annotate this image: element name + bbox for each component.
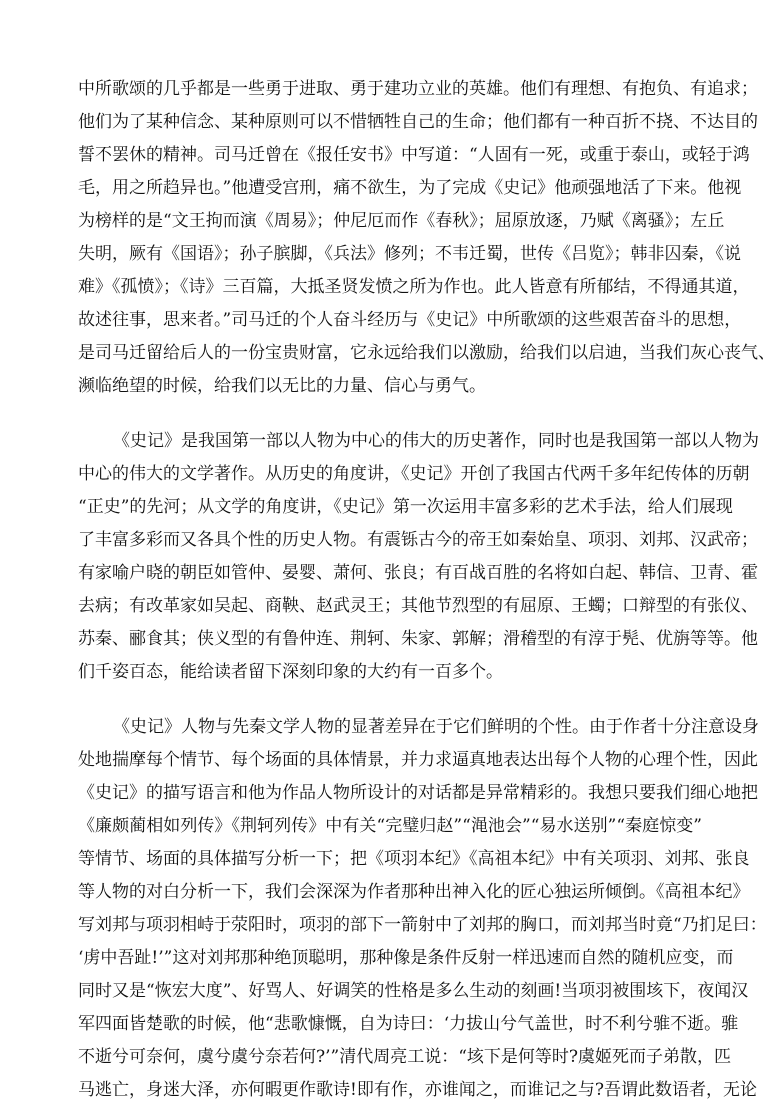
paragraph-1-line-8: 故述往事，思来者。”司马迁的个人奋斗经历与《史记》中所歌颂的这些艰苦奋斗的思想， bbox=[78, 310, 742, 330]
paragraph-2-line-8: 们千姿百态，能给读者留下深刻印象的大约有一百多个。 bbox=[78, 662, 503, 682]
paragraph-2-line-7: 苏秦、郦食其；侠义型的有鲁仲连、荆轲、朱家、郭解；滑稽型的有淳于髡、优旃等等。他 bbox=[78, 629, 758, 649]
paragraph-1-line-1: 中所歌颂的几乎都是一些勇于进取、勇于建功立业的英雄。他们有理想、有抱负、有追求； bbox=[78, 79, 758, 99]
paragraph-1-line-2: 他们为了某种信念、某种原则可以不惜牺牲自己的生命；他们都有一种百折不挠、不达目的 bbox=[78, 112, 758, 132]
paragraph-2-line-6: 去病；有改革家如吴起、商鞅、赵武灵王；其他节烈型的有屈原、王蠋；口辩型的有张仪、 bbox=[78, 596, 758, 616]
paragraph-2-line-1: 《史记》是我国第一部以人物为中心的伟大的历史著作，同时也是我国第一部以人物为 bbox=[113, 431, 759, 451]
paragraph-3-line-9: 同时又是“恢宏大度”、好骂人、好调笑的性格是多么生动的刻画!当项羽被围垓下，夜闻汉 bbox=[78, 981, 749, 1001]
paragraph-3-line-2: 处地揣摩每个情节、每个场面的具体情景，并力求逼真地表达出每个人物的心理个性，因此 bbox=[78, 750, 758, 770]
paragraph-2-line-2: 中心的伟大的文学著作。从历史的角度讲，《史记》开创了我国古代两千多年纪传体的历朝 bbox=[78, 464, 750, 484]
paragraph-2-line-4: 了丰富多彩而又各具个性的历史人物。有震铄古今的帝王如秦始皇、项羽、刘邦、汉武帝； bbox=[78, 530, 758, 550]
paragraph-3-line-5: 等情节、场面的具体描写分析一下；把《项羽本纪》《高祖本纪》中有关项羽、刘邦、张良 bbox=[78, 849, 750, 869]
paragraph-2-line-5: 有家喻户晓的朝臣如管仲、晏婴、萧何、张良；有百战百胜的名将如白起、韩信、卫青、霍 bbox=[78, 563, 758, 583]
paragraph-2-line-3: “正史”的先河；从文学的角度讲，《史记》第一次运用丰富多彩的艺术手法，给人们展现 bbox=[78, 497, 733, 517]
paragraph-3-line-11: 不逝兮可奈何，虞兮虞兮奈若何?’”清代周亮工说：“垓下是何等时?虞姬死而子弟散，匹 bbox=[78, 1047, 732, 1067]
paragraph-1-line-10: 濒临绝望的时候，给我们以无比的力量、信心与勇气。 bbox=[78, 376, 486, 396]
paragraph-1-line-4: 毛，用之所趋异也。”他遭受宫刑，痛不欲生，为了完成《史记》他顽强地活了下来。他视 bbox=[78, 178, 742, 198]
paragraph-1-line-5: 为榜样的是“文王拘而演《周易》；仲尼厄而作《春秋》；屈原放逐，乃赋《离骚》；左丘 bbox=[78, 211, 725, 231]
paragraph-3-line-6: 等人物的对白分析一下，我们会深深为作者那种出神入化的匠心独运所倾倒。《高祖本纪》 bbox=[78, 882, 750, 902]
paragraph-1-line-7: 难》《孤愤》；《诗》三百篇，大抵圣贤发愤之所为作也。此人皆意有所郁结，不得通其道， bbox=[78, 277, 750, 297]
paragraph-3-line-8: ‘虏中吾趾!’”这对刘邦那种绝顶聪明，那种像是条件反射一样迅速而自然的随机应变，而 bbox=[78, 948, 734, 968]
paragraph-1-line-9: 是司马迁留给后人的一份宝贵财富，它永远给我们以激励，给我们以启迪，当我们灰心丧气、 bbox=[78, 343, 775, 363]
paragraph-3-line-10: 军四面皆楚歌的时候，他“悲歌慷慨，自为诗曰：‘力拔山兮气盖世，时不利兮骓不逝。骓 bbox=[78, 1014, 739, 1034]
paragraph-1-line-6: 失明，厥有《国语》；孙子膑脚，《兵法》修列；不韦迁蜀，世传《吕览》；韩非囚秦，《说 bbox=[78, 244, 741, 264]
paragraph-3-line-3: 《史记》的描写语言和他为作品人物所设计的对话都是异常精彩的。我想只要我们细心地把 bbox=[78, 783, 758, 803]
paragraph-3-line-4: 《廉颇蔺相如列传》《荆轲列传》中有关“完璧归赵”“渑池会”“易水送别”“秦庭惊变” bbox=[78, 816, 702, 836]
paragraph-3-line-1: 《史记》人物与先秦文学人物的显著差异在于它们鲜明的个性。由于作者十分注意设身 bbox=[113, 717, 759, 737]
paragraph-3-line-12: 马逃亡，身迷大泽，亦何暇更作歌诗!即有作，亦谁闻之，而谁记之与?吾谓此数语者，无论 bbox=[78, 1080, 757, 1100]
paragraph-3-line-7: 写刘邦与项羽相峙于荥阳时，项羽的部下一箭射中了刘邦的胸口，而刘邦当时竟“乃扪足曰： bbox=[78, 915, 767, 935]
paragraph-1-line-3: 誓不罢休的精神。司马迁曾在《报任安书》中写道：“人固有一死，或重于泰山，或轻于鸿 bbox=[78, 145, 750, 165]
